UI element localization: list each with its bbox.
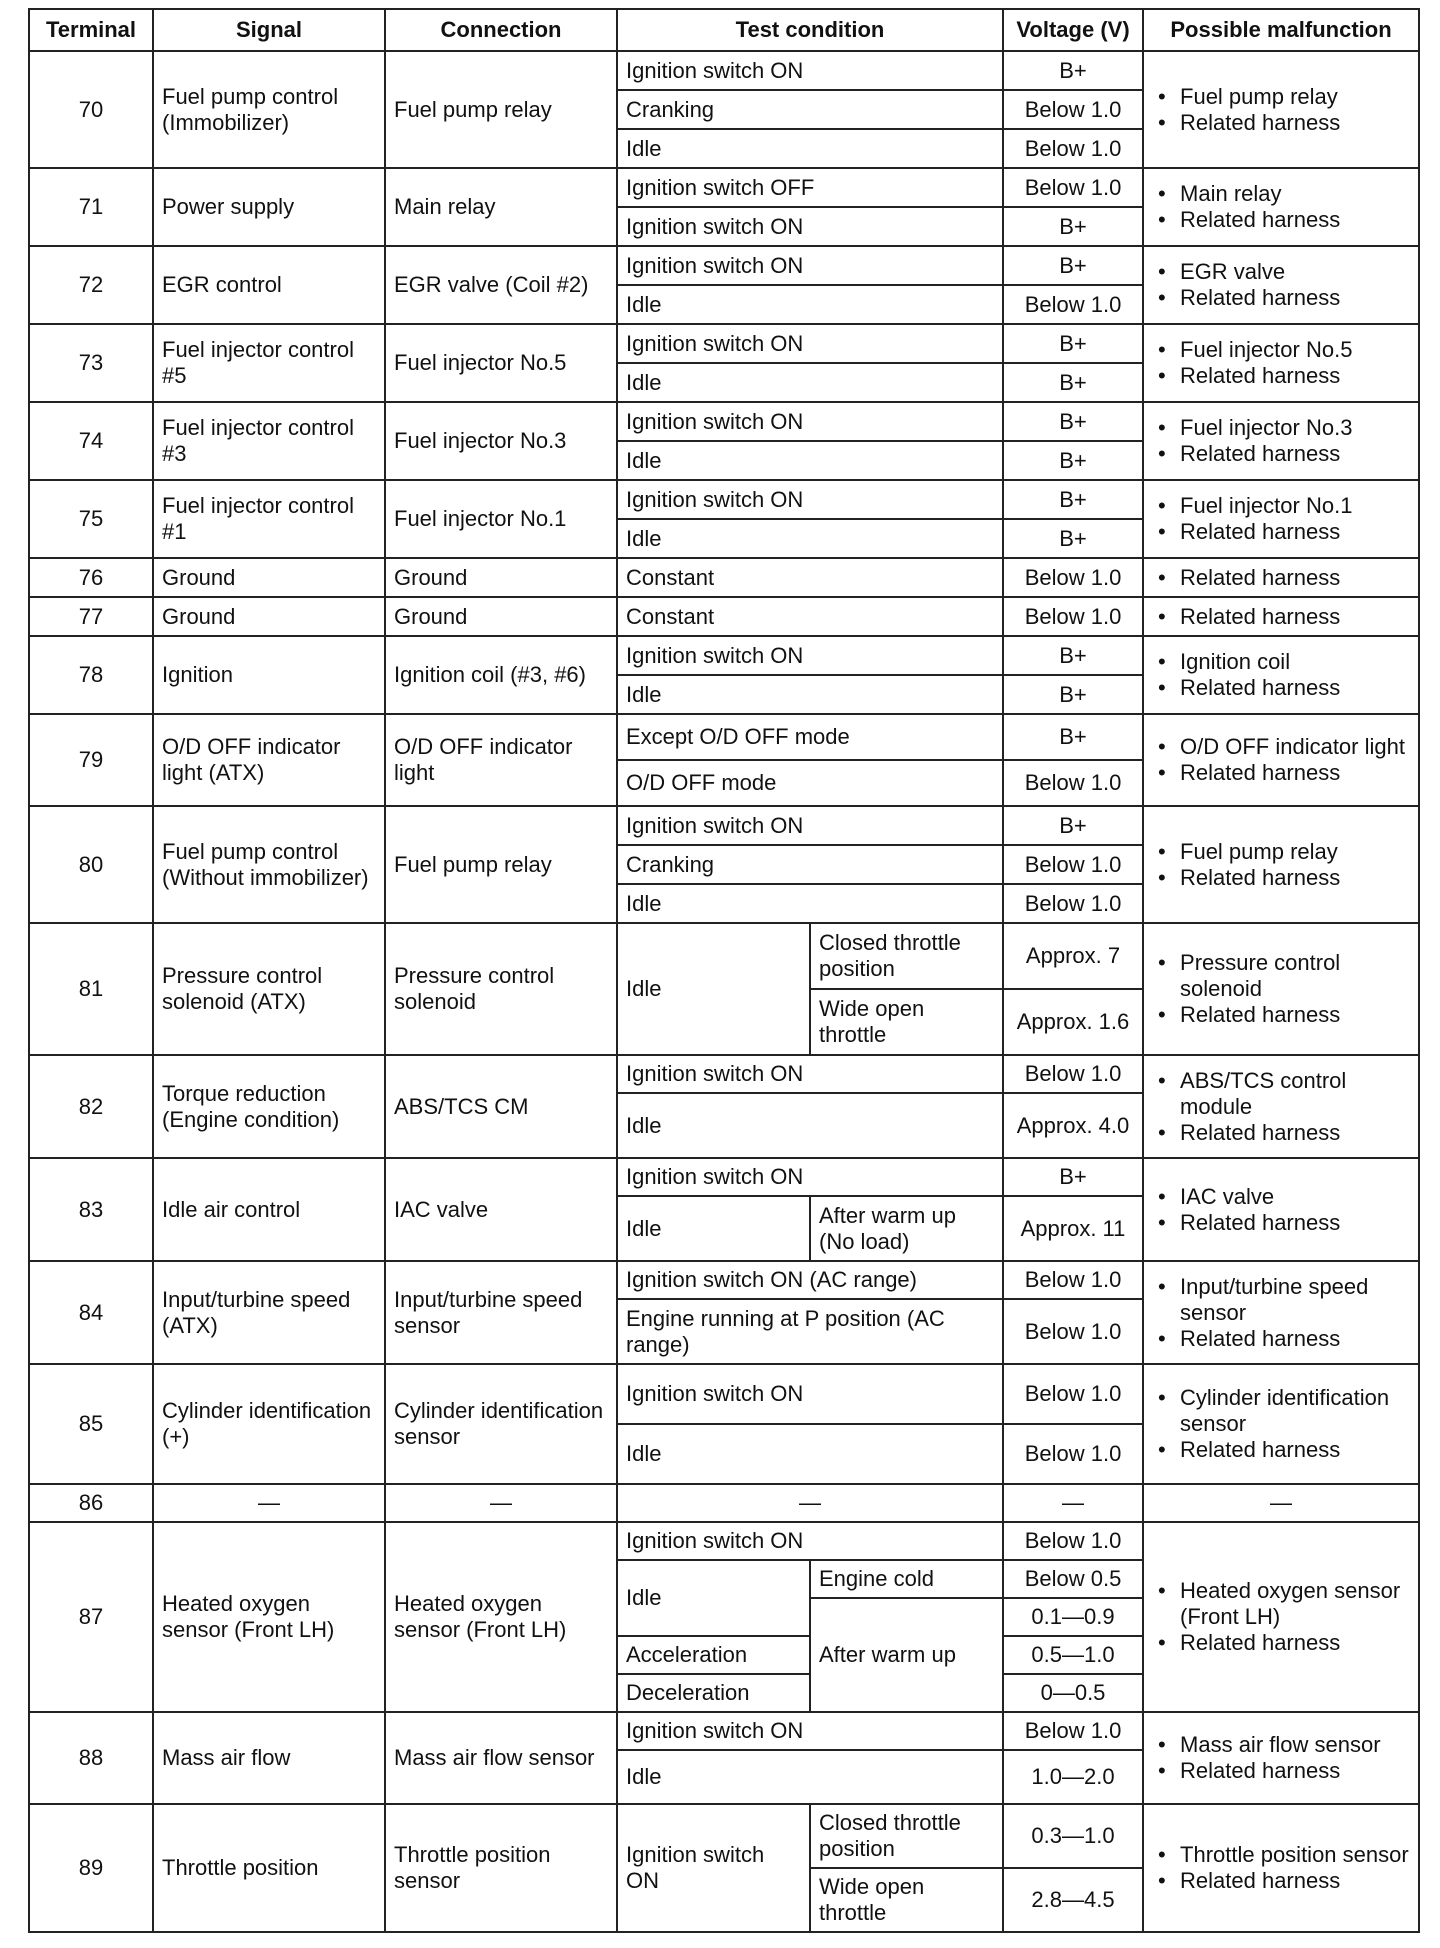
table-row-70 xyxy=(29,51,1419,90)
voltage-cell: Below 1.0 xyxy=(1003,168,1143,207)
signal-cell: Fuel pump control (Immobilizer) xyxy=(153,51,385,168)
connection-cell: Fuel injector No.3 xyxy=(385,402,617,480)
voltage-cell: B+ xyxy=(1003,1158,1143,1196)
malfunction-item: • Main relay xyxy=(1152,181,1410,207)
terminal-cell: 71 xyxy=(29,168,153,246)
voltage-cell: B+ xyxy=(1003,402,1143,441)
test-condition-cell: Ignition switch ON xyxy=(617,806,1003,845)
header-terminal: Terminal xyxy=(29,9,153,51)
test-subcondition-cell: After warm up (No load) xyxy=(810,1196,1003,1261)
table-row-76 xyxy=(29,558,1419,597)
malfunction-item: • Related harness xyxy=(1152,285,1410,311)
pinout-table xyxy=(28,8,1420,1933)
voltage-cell: Below 1.0 xyxy=(1003,1261,1143,1299)
malfunction-cell xyxy=(1143,923,1419,1055)
connection-cell: — xyxy=(385,1484,617,1522)
malfunction-item: • Related harness xyxy=(1152,1437,1410,1463)
malfunction-cell xyxy=(1143,558,1419,597)
voltage-cell: Below 1.0 xyxy=(1003,1299,1143,1364)
test-condition-cell: Ignition switch ON xyxy=(617,1158,1003,1196)
malfunction-item: • Related harness xyxy=(1152,1120,1410,1146)
test-condition-cell: Constant xyxy=(617,558,1003,597)
malfunction-cell xyxy=(1143,806,1419,923)
header-signal: Signal xyxy=(153,9,385,51)
table-row-79 xyxy=(29,714,1419,760)
voltage-cell: B+ xyxy=(1003,806,1143,845)
signal-cell: Input/turbine speed (ATX) xyxy=(153,1261,385,1364)
signal-cell: Torque reduction (Engine condition) xyxy=(153,1055,385,1158)
test-subcondition-cell: Wide open throttle xyxy=(810,989,1003,1055)
connection-cell: Heated oxygen sensor (Front LH) xyxy=(385,1522,617,1712)
signal-cell: Ground xyxy=(153,558,385,597)
terminal-cell: 87 xyxy=(29,1522,153,1712)
malfunction-cell xyxy=(1143,1522,1419,1712)
voltage-cell: Below 1.0 xyxy=(1003,1424,1143,1484)
test-condition-cell: Idle xyxy=(617,1424,1003,1484)
test-condition-cell: Ignition switch ON (AC range) xyxy=(617,1261,1003,1299)
malfunction-item: • ABS/TCS control module xyxy=(1152,1068,1410,1120)
signal-cell: O/D OFF indicator light (ATX) xyxy=(153,714,385,806)
connection-cell: EGR valve (Coil #2) xyxy=(385,246,617,324)
test-condition-cell: Idle xyxy=(617,519,1003,558)
signal-cell: Ground xyxy=(153,597,385,636)
voltage-cell: B+ xyxy=(1003,519,1143,558)
voltage-cell: B+ xyxy=(1003,324,1143,363)
malfunction-cell xyxy=(1143,714,1419,806)
connection-cell: Throttle position sensor xyxy=(385,1804,617,1932)
malfunction-cell xyxy=(1143,597,1419,636)
table-row-75 xyxy=(29,480,1419,519)
voltage-cell: Below 1.0 xyxy=(1003,558,1143,597)
test-condition-cell: Idle xyxy=(617,129,1003,168)
test-subcondition-cell: Wide open throttle xyxy=(810,1868,1003,1932)
voltage-cell: Approx. 1.6 xyxy=(1003,989,1143,1055)
malfunction-item: • Related harness xyxy=(1152,441,1410,467)
connection-cell: Ground xyxy=(385,558,617,597)
voltage-cell: Below 1.0 xyxy=(1003,760,1143,806)
malfunction-cell xyxy=(1143,1261,1419,1364)
terminal-cell: 74 xyxy=(29,402,153,480)
test-subcondition-cell: Closed throttle position xyxy=(810,923,1003,989)
connection-cell: IAC valve xyxy=(385,1158,617,1261)
test-condition-cell: Deceleration xyxy=(617,1674,810,1712)
test-condition-cell: Idle xyxy=(617,884,1003,923)
malfunction-item: • Ignition coil xyxy=(1152,649,1410,675)
voltage-cell: Below 1.0 xyxy=(1003,90,1143,129)
malfunction-item: • Fuel injector No.3 xyxy=(1152,415,1410,441)
voltage-cell: Below 0.5 xyxy=(1003,1560,1143,1598)
table-row-78 xyxy=(29,636,1419,675)
malfunction-item: • Related harness xyxy=(1152,604,1410,630)
voltage-cell: 0—0.5 xyxy=(1003,1674,1143,1712)
test-condition-cell: O/D OFF mode xyxy=(617,760,1003,806)
table-row-88 xyxy=(29,1712,1419,1750)
voltage-cell: Approx. 4.0 xyxy=(1003,1093,1143,1158)
test-condition-cell: Cranking xyxy=(617,845,1003,884)
signal-cell: Fuel pump control (Without immobilizer) xyxy=(153,806,385,923)
signal-cell: Fuel injector control #1 xyxy=(153,480,385,558)
test-condition-cell: Except O/D OFF mode xyxy=(617,714,1003,760)
voltage-cell: 0.5—1.0 xyxy=(1003,1636,1143,1674)
voltage-cell: B+ xyxy=(1003,207,1143,246)
test-condition-cell: Ignition switch ON xyxy=(617,246,1003,285)
test-condition-cell: Constant xyxy=(617,597,1003,636)
terminal-cell: 70 xyxy=(29,51,153,168)
voltage-cell: Below 1.0 xyxy=(1003,1055,1143,1093)
test-condition-cell: Ignition switch ON xyxy=(617,51,1003,90)
test-condition-cell: Ignition switch ON xyxy=(617,324,1003,363)
malfunction-cell xyxy=(1143,168,1419,246)
malfunction-item: • IAC valve xyxy=(1152,1184,1410,1210)
table-row-74 xyxy=(29,402,1419,441)
signal-cell: Heated oxygen sensor (Front LH) xyxy=(153,1522,385,1712)
malfunction-cell xyxy=(1143,1364,1419,1484)
header-possible-malfunction: Possible malfunction xyxy=(1143,9,1419,51)
malfunction-item: • Fuel injector No.1 xyxy=(1152,493,1410,519)
test-subcondition-cell: Engine cold xyxy=(810,1560,1003,1598)
voltage-cell: B+ xyxy=(1003,441,1143,480)
terminal-cell: 85 xyxy=(29,1364,153,1484)
signal-cell: Cylinder identification (+) xyxy=(153,1364,385,1484)
voltage-cell: Approx. 7 xyxy=(1003,923,1143,989)
malfunction-item: • Related harness xyxy=(1152,565,1410,591)
test-condition-cell: Ignition switch OFF xyxy=(617,168,1003,207)
terminal-cell: 84 xyxy=(29,1261,153,1364)
malfunction-item: • Cylinder identification sensor xyxy=(1152,1385,1410,1437)
table-row-84 xyxy=(29,1261,1419,1299)
malfunction-cell xyxy=(1143,51,1419,168)
voltage-cell: Below 1.0 xyxy=(1003,1522,1143,1560)
test-condition-cell: Ignition switch ON xyxy=(617,402,1003,441)
header-row xyxy=(29,9,1419,51)
malfunction-item: • Related harness xyxy=(1152,207,1410,233)
table-row-71 xyxy=(29,168,1419,207)
connection-cell: Fuel pump relay xyxy=(385,806,617,923)
table-row-86 xyxy=(29,1484,1419,1522)
signal-cell: EGR control xyxy=(153,246,385,324)
test-condition-cell: Idle xyxy=(617,923,810,1055)
table-row-87 xyxy=(29,1522,1419,1560)
test-condition-cell: Ignition switch ON xyxy=(617,1364,1003,1424)
test-condition-cell: Idle xyxy=(617,285,1003,324)
test-condition-cell: Idle xyxy=(617,1196,810,1261)
voltage-cell: 2.8—4.5 xyxy=(1003,1868,1143,1932)
test-condition-cell: — xyxy=(617,1484,1003,1522)
malfunction-cell xyxy=(1143,1158,1419,1261)
malfunction-item: • O/D OFF indicator light xyxy=(1152,734,1410,760)
malfunction-cell: — xyxy=(1143,1484,1419,1522)
voltage-cell: B+ xyxy=(1003,246,1143,285)
signal-cell: Ignition xyxy=(153,636,385,714)
test-condition-cell: Ignition switch ON xyxy=(617,480,1003,519)
signal-cell: Idle air control xyxy=(153,1158,385,1261)
malfunction-item: • Related harness xyxy=(1152,519,1410,545)
malfunction-cell xyxy=(1143,480,1419,558)
malfunction-item: • Related harness xyxy=(1152,1002,1410,1028)
malfunction-item: • Related harness xyxy=(1152,1868,1410,1894)
malfunction-item: • EGR valve xyxy=(1152,259,1410,285)
pinout-table-container xyxy=(28,8,1418,1933)
test-condition-cell: Ignition switch ON xyxy=(617,1712,1003,1750)
connection-cell: Ground xyxy=(385,597,617,636)
connection-cell: Fuel injector No.5 xyxy=(385,324,617,402)
test-condition-cell: Idle xyxy=(617,1093,1003,1158)
voltage-cell: B+ xyxy=(1003,51,1143,90)
signal-cell: Fuel injector control #3 xyxy=(153,402,385,480)
terminal-cell: 75 xyxy=(29,480,153,558)
test-condition-cell: Idle xyxy=(617,1560,810,1636)
connection-cell: Mass air flow sensor xyxy=(385,1712,617,1804)
voltage-cell: B+ xyxy=(1003,714,1143,760)
malfunction-item: • Mass air flow sensor xyxy=(1152,1732,1410,1758)
table-row-81 xyxy=(29,923,1419,989)
connection-cell: Fuel pump relay xyxy=(385,51,617,168)
table-row-80 xyxy=(29,806,1419,845)
table-row-77 xyxy=(29,597,1419,636)
test-condition-cell: Cranking xyxy=(617,90,1003,129)
header-test-condition: Test condition xyxy=(617,9,1003,51)
malfunction-item: • Related harness xyxy=(1152,1630,1410,1656)
voltage-cell: 1.0—2.0 xyxy=(1003,1750,1143,1804)
terminal-cell: 72 xyxy=(29,246,153,324)
malfunction-item: • Related harness xyxy=(1152,675,1410,701)
malfunction-item: • Related harness xyxy=(1152,1210,1410,1236)
malfunction-item: • Fuel pump relay xyxy=(1152,84,1410,110)
header-connection: Connection xyxy=(385,9,617,51)
voltage-cell: B+ xyxy=(1003,636,1143,675)
signal-cell: Fuel injector control #5 xyxy=(153,324,385,402)
terminal-cell: 83 xyxy=(29,1158,153,1261)
terminal-cell: 88 xyxy=(29,1712,153,1804)
table-row-83 xyxy=(29,1158,1419,1196)
test-condition-cell: Ignition switch ON xyxy=(617,1522,1003,1560)
voltage-cell: B+ xyxy=(1003,363,1143,402)
terminal-cell: 76 xyxy=(29,558,153,597)
voltage-cell: Below 1.0 xyxy=(1003,1364,1143,1424)
voltage-cell: Below 1.0 xyxy=(1003,884,1143,923)
malfunction-item: • Related harness xyxy=(1152,363,1410,389)
voltage-cell: 0.1—0.9 xyxy=(1003,1598,1143,1636)
test-condition-cell: Engine running at P position (AC range) xyxy=(617,1299,1003,1364)
malfunction-cell xyxy=(1143,1712,1419,1804)
table-row-73 xyxy=(29,324,1419,363)
terminal-cell: 73 xyxy=(29,324,153,402)
malfunction-item: • Related harness xyxy=(1152,110,1410,136)
malfunction-cell xyxy=(1143,324,1419,402)
malfunction-item: • Pressure control solenoid xyxy=(1152,950,1410,1002)
test-condition-cell: Idle xyxy=(617,1750,1003,1804)
table-row-85 xyxy=(29,1364,1419,1424)
malfunction-cell xyxy=(1143,636,1419,714)
test-condition-cell: Idle xyxy=(617,363,1003,402)
terminal-cell: 78 xyxy=(29,636,153,714)
signal-cell: Mass air flow xyxy=(153,1712,385,1804)
test-condition-cell: Ignition switch ON xyxy=(617,1804,810,1932)
connection-cell: Cylinder identification sensor xyxy=(385,1364,617,1484)
malfunction-cell xyxy=(1143,1055,1419,1158)
terminal-cell: 82 xyxy=(29,1055,153,1158)
malfunction-item: • Related harness xyxy=(1152,1758,1410,1784)
malfunction-item: • Fuel pump relay xyxy=(1152,839,1410,865)
signal-cell: — xyxy=(153,1484,385,1522)
malfunction-item: • Related harness xyxy=(1152,760,1410,786)
malfunction-cell xyxy=(1143,246,1419,324)
connection-cell: ABS/TCS CM xyxy=(385,1055,617,1158)
connection-cell: Fuel injector No.1 xyxy=(385,480,617,558)
connection-cell: Pressure control solenoid xyxy=(385,923,617,1055)
table-row-89 xyxy=(29,1804,1419,1868)
voltage-cell: Below 1.0 xyxy=(1003,129,1143,168)
signal-cell: Throttle position xyxy=(153,1804,385,1932)
malfunction-item: • Input/turbine speed sensor xyxy=(1152,1274,1410,1326)
test-condition-cell: Idle xyxy=(617,675,1003,714)
terminal-cell: 86 xyxy=(29,1484,153,1522)
voltage-cell: B+ xyxy=(1003,480,1143,519)
header-voltage: Voltage (V) xyxy=(1003,9,1143,51)
connection-cell: O/D OFF indicator light xyxy=(385,714,617,806)
voltage-cell: Below 1.0 xyxy=(1003,285,1143,324)
malfunction-cell xyxy=(1143,402,1419,480)
malfunction-item: • Throttle position sensor xyxy=(1152,1842,1410,1868)
malfunction-item: • Related harness xyxy=(1152,865,1410,891)
table-row-72 xyxy=(29,246,1419,285)
voltage-cell: — xyxy=(1003,1484,1143,1522)
voltage-cell: Below 1.0 xyxy=(1003,1712,1143,1750)
voltage-cell: B+ xyxy=(1003,675,1143,714)
test-condition-cell: Idle xyxy=(617,441,1003,480)
test-condition-cell: Ignition switch ON xyxy=(617,207,1003,246)
voltage-cell: Below 1.0 xyxy=(1003,597,1143,636)
test-condition-cell: Ignition switch ON xyxy=(617,1055,1003,1093)
test-subcondition-cell: Closed throttle position xyxy=(810,1804,1003,1868)
malfunction-item: • Related harness xyxy=(1152,1326,1410,1352)
signal-cell: Power supply xyxy=(153,168,385,246)
test-subcondition-cell: After warm up xyxy=(810,1598,1003,1712)
terminal-cell: 80 xyxy=(29,806,153,923)
terminal-cell: 81 xyxy=(29,923,153,1055)
terminal-cell: 89 xyxy=(29,1804,153,1932)
malfunction-item: • Heated oxygen sensor (Front LH) xyxy=(1152,1578,1410,1630)
test-condition-cell: Acceleration xyxy=(617,1636,810,1674)
table-row-82 xyxy=(29,1055,1419,1093)
voltage-cell: Approx. 11 xyxy=(1003,1196,1143,1261)
voltage-cell: Below 1.0 xyxy=(1003,845,1143,884)
malfunction-item: • Fuel injector No.5 xyxy=(1152,337,1410,363)
terminal-cell: 77 xyxy=(29,597,153,636)
terminal-cell: 79 xyxy=(29,714,153,806)
malfunction-cell xyxy=(1143,1804,1419,1932)
connection-cell: Main relay xyxy=(385,168,617,246)
connection-cell: Ignition coil (#3, #6) xyxy=(385,636,617,714)
test-condition-cell: Ignition switch ON xyxy=(617,636,1003,675)
voltage-cell: 0.3—1.0 xyxy=(1003,1804,1143,1868)
signal-cell: Pressure control solenoid (ATX) xyxy=(153,923,385,1055)
connection-cell: Input/turbine speed sensor xyxy=(385,1261,617,1364)
